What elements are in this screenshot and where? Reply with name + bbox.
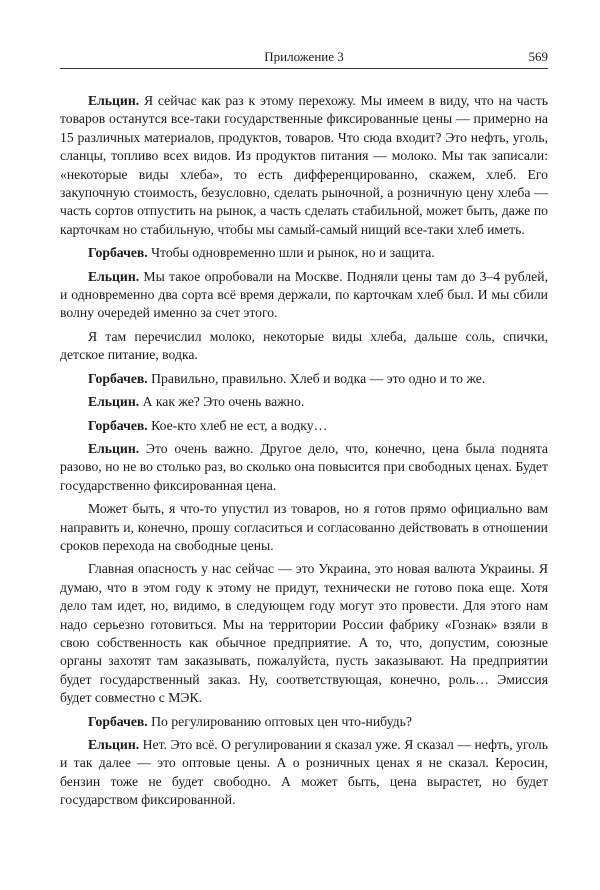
paragraph-text: Правильно, правильно. Хлеб и водка — это одно и то же. bbox=[147, 370, 486, 386]
paragraph bbox=[60, 268, 548, 323]
transcript-body bbox=[60, 92, 548, 815]
speaker-name: Ельцин. bbox=[88, 394, 140, 410]
speaker-name: Горбачев. bbox=[88, 370, 148, 386]
paragraph bbox=[60, 417, 548, 435]
speaker-name: Ельцин. bbox=[88, 737, 140, 752]
speaker-name: Горбачев. bbox=[88, 245, 148, 261]
paragraph bbox=[60, 393, 548, 411]
paragraph-text: Я там перечислил молоко, некоторые виды хлеба, дальше соль, спички, детское питание, водка. bbox=[60, 328, 548, 363]
paragraph bbox=[60, 328, 548, 365]
paragraph-text: Главная опасность у нас сейчас — это Украина, это новая валюта Украины. Я думаю, что в этом году к этому не придут, технически не готово пока еще. Хотя дело там идет, но, видимо, в следующем году могут это провести. Для этого нам надо серьезно готовиться. Мы на территории России фабрику «Гознак» взяли в свою собственность как обычное предприятие. А то, что, допустим, союзные органы захотят там заказывать, пожалуйста, пусть заказывают. На предприятии будет государственный заказ. Ну, соответствующая, конечно, роль… Эмиссия будет совместно с МЭК. bbox=[60, 561, 548, 706]
paragraph-text: Кое-кто хлеб не ест, а водку… bbox=[147, 417, 328, 433]
speaker-name: Горбачев. bbox=[88, 713, 148, 729]
running-header bbox=[60, 48, 548, 69]
section-title: Приложение 3 bbox=[264, 49, 344, 64]
speaker-name: Ельцин. bbox=[88, 268, 140, 284]
paragraph bbox=[60, 500, 548, 555]
paragraph-text: Нет. Это всё. О регулировании я сказал уже. Я сказал — нефть, уголь и так далее — это оптовые цены. А о розничных ценах я не сказал. Керосин, бензин тоже не будет свободно. А может быть, цена вырастет, но будет государством фиксированной. bbox=[60, 737, 548, 808]
paragraph bbox=[60, 440, 548, 495]
paragraph bbox=[60, 736, 548, 810]
paragraph bbox=[60, 713, 548, 731]
page-number: 569 bbox=[528, 49, 548, 64]
paragraph bbox=[60, 370, 548, 388]
speaker-name: Горбачев. bbox=[88, 417, 148, 433]
paragraph bbox=[60, 92, 548, 239]
speaker-name: Ельцин. bbox=[88, 93, 140, 108]
speaker-name: Ельцин. bbox=[88, 440, 140, 456]
paragraph bbox=[60, 560, 548, 707]
paragraph-text: Мы такое опробовали на Москве. Подняли цены там до 3–4 рублей, и одновременно два сорта всё время держали, по карточкам хлеб был. И мы сбили волну очередей именно за счет этого. bbox=[60, 268, 548, 321]
paragraph-text: Может быть, я что-то упустил из товаров, но я готов прямо официально вам направить и, конечно, прошу согласиться и согласованно действовать в отношении сроков перехода на свободные цены. bbox=[60, 501, 548, 553]
paragraph-text: Я сейчас как раз к этому перехожу. Мы имеем в виду, что на часть товаров останутся все-таки государственные фиксированные цены — примерно на 15 различных материалов, продуктов, товаров. Что сюда входит? Это нефть, уголь, сланцы, топливо всех видов. Из продуктов питания — молоко. Мы так записали: «некоторые виды хлеба», то есть дифференцированно, скажем, хлеб. Его закупочную стоимость, безусловно, сделать рыночной, а розничную цену хлеба — часть сортов отпустить на рынок, а часть сделать стабильной, может быть, даже по карточкам но стабильную, чтобы мы самый-самый нищий все-таки хлеб иметь. bbox=[60, 93, 548, 237]
paragraph-text: Это очень важно. Другое дело, что, конечно, цена была поднята разово, но не во столько раз, во сколько она повысится при свободных ценах. Будет государственно фиксированная цена. bbox=[60, 440, 548, 493]
paragraph-text: А как же? Это очень важно. bbox=[139, 394, 305, 410]
paragraph-text: Чтобы одновременно шли и рынок, но и защита. bbox=[147, 245, 435, 261]
paragraph bbox=[60, 244, 548, 262]
paragraph-text: По регулированию оптовых цен что-нибудь? bbox=[147, 713, 412, 729]
